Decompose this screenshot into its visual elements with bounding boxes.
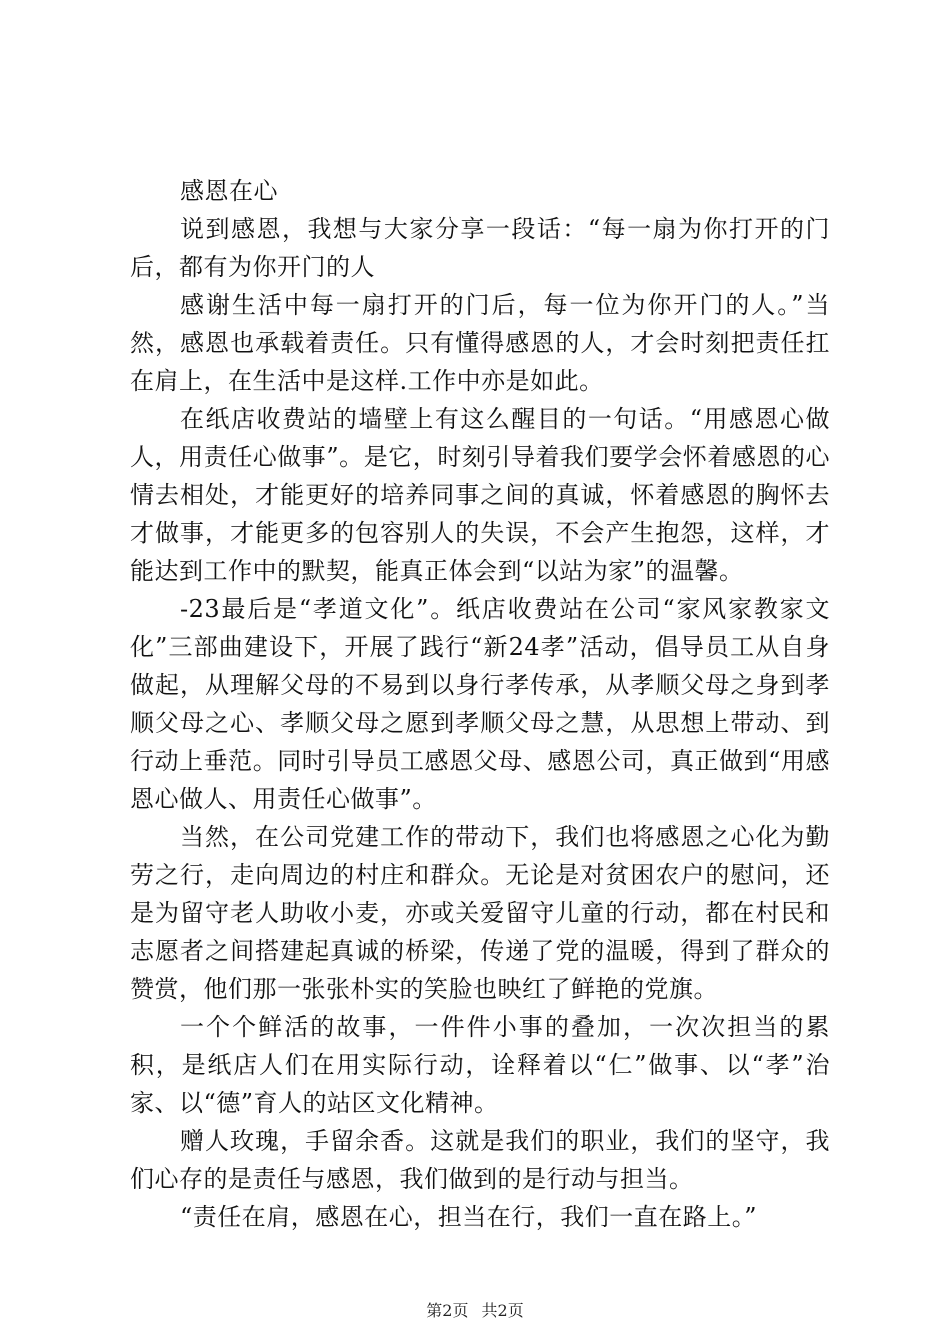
closing-quote: “责任在肩，感恩在心，担当在行，我们一直在路上。” bbox=[180, 1203, 758, 1231]
paragraph: 当然，在公司党建工作的带动下，我们也将感恩之心化为勤劳之行，走向周边的村庄和群众。无论是对贫困农户的慰问，还是为留守老人助收小麦，亦或关爱留守儿童的行动，都在村民和志愿者之间搭建起真诚的桥梁，传递了党的温暖，得到了群众的赞赏，他们那一张张朴实的笑脸也映红了鲜艳的党旗。 bbox=[130, 823, 830, 1003]
paragraph: 一个个鲜活的故事，一件件小事的叠加，一次次担当的累积，是纸店人们在用实际行动，诠释着以“仁”做事、以“孝”治家、以“德”育人的站区文化精神。 bbox=[130, 1013, 830, 1117]
page-total: 共2页 bbox=[481, 1301, 524, 1320]
paragraph: -23最后是“孝道文化”。纸店收费站在公司“家风家教家文化”三部曲建设下，开展了践行“新24孝”活动，倡导员工从自身做起，从理解父母的不易到以身行孝传承，从孝顺父母之身到孝顺父母之心、孝顺父母之愿到孝顺父母之慧，从思想上带动、到行动上垂范。同时引导员工感恩父母、感恩公司，真正做到“用感恩心做人、用责任心做事”。 bbox=[130, 595, 830, 813]
paragraph: 在纸店收费站的墙壁上有这么醒目的一句话。“用感恩心做人，用责任心做事”。是它，时刻引导着我们要学会怀着感恩的心情去相处，才能更好的培养同事之间的真诚，怀着感恩的胸怀去才做事，才能更多的包容别人的失误，不会产生抱怨，这样，才能达到工作中的默契，能真正体会到“以站为家”的温馨。 bbox=[130, 405, 830, 585]
document-body bbox=[130, 172, 830, 1236]
page-footer bbox=[0, 1298, 950, 1321]
paragraph: 感谢生活中每一扇打开的门后，每一位为你开门的人。”当然，感恩也承载着责任。只有懂得感恩的人，才会时刻把责任扛在肩上，在生活中是这样.工作中亦是如此。 bbox=[130, 291, 830, 395]
page-number: 第2页 bbox=[426, 1301, 469, 1320]
paragraph: 说到感恩，我想与大家分享一段话：“每一扇为你打开的门后，都有为你开门的人 bbox=[130, 215, 830, 281]
paragraph: 赠人玫瑰，手留余香。这就是我们的职业，我们的坚守，我们心存的是责任与感恩，我们做到的是行动与担当。 bbox=[130, 1127, 830, 1193]
document-title: 感恩在心 bbox=[180, 177, 278, 205]
